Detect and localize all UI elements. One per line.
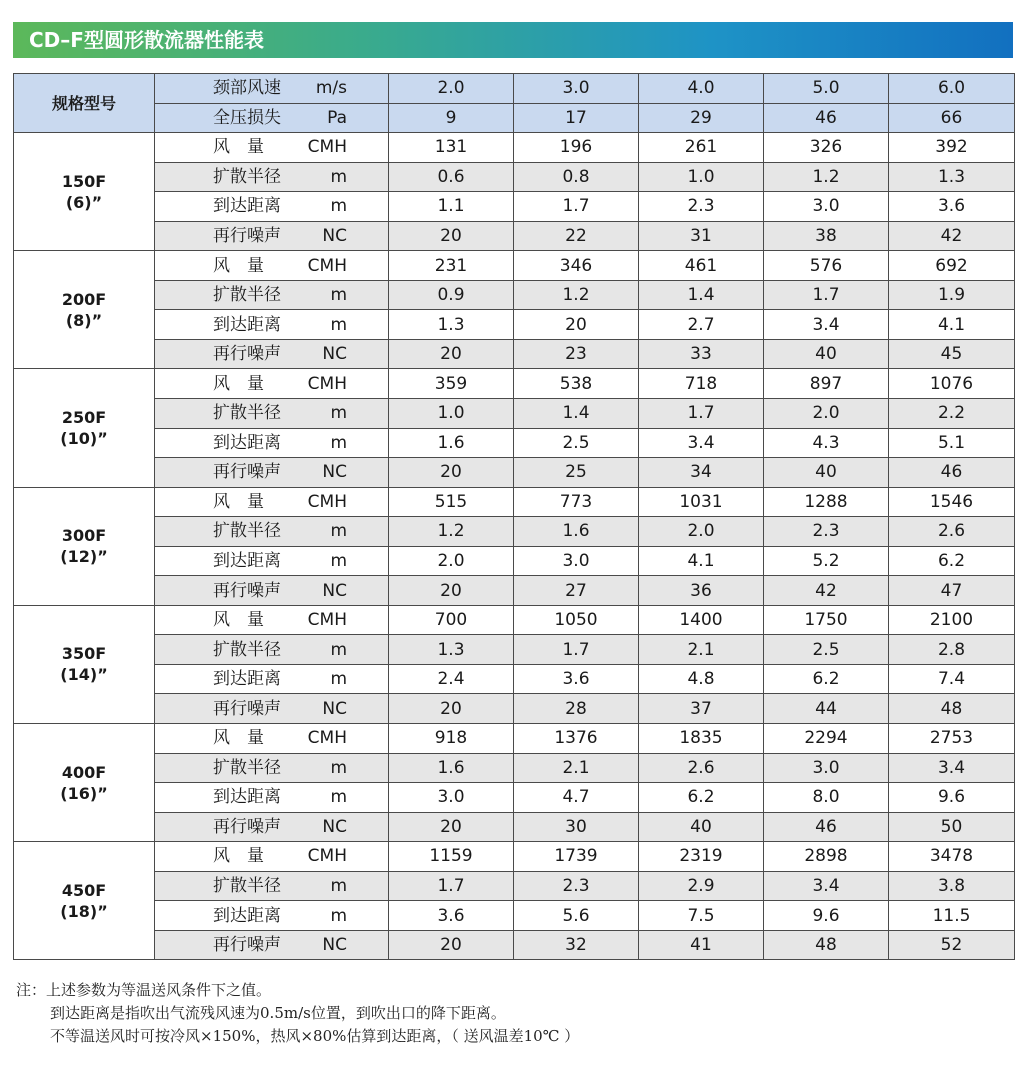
value-cell: 1.3 xyxy=(389,310,514,340)
param-name: 再行噪声 xyxy=(213,580,281,601)
value-cell: 40 xyxy=(764,339,889,369)
param-name: 扩散半径 xyxy=(213,876,281,897)
table-row xyxy=(14,694,1015,724)
value-cell: 6.0 xyxy=(889,74,1015,104)
value-cell: 2.8 xyxy=(889,635,1015,665)
param-name: 到达距离 xyxy=(213,905,281,926)
value-cell: 20 xyxy=(389,458,514,488)
value-cell: 1.6 xyxy=(389,753,514,783)
value-cell: 1159 xyxy=(389,842,514,872)
table-row xyxy=(14,369,1015,399)
model-name: 250F xyxy=(61,408,107,428)
value-cell: 3.0 xyxy=(764,192,889,222)
table-row xyxy=(14,664,1015,694)
param-cell xyxy=(155,310,389,340)
value-cell: 27 xyxy=(514,576,639,606)
note-line: 到达距离是指吹出气流残风速为0.5m/s位置，到吹出口的降下距离。 xyxy=(50,1004,506,1022)
value-cell: 2319 xyxy=(639,842,764,872)
param-name: 扩散半径 xyxy=(213,285,281,306)
value-cell: 2753 xyxy=(889,724,1015,754)
value-cell: 515 xyxy=(389,487,514,517)
value-cell: 576 xyxy=(764,251,889,281)
param-unit: m xyxy=(330,166,347,187)
value-cell: 20 xyxy=(389,221,514,251)
value-cell: 42 xyxy=(889,221,1015,251)
spec-cell xyxy=(14,605,155,723)
value-cell: 1400 xyxy=(639,605,764,635)
value-cell: 1.1 xyxy=(389,192,514,222)
value-cell: 4.0 xyxy=(639,74,764,104)
value-cell: 359 xyxy=(389,369,514,399)
value-cell: 773 xyxy=(514,487,639,517)
table-row xyxy=(14,251,1015,281)
spec-cell xyxy=(14,724,155,842)
param-unit: NC xyxy=(322,935,347,956)
value-cell: 3.0 xyxy=(514,74,639,104)
value-cell: 2.2 xyxy=(889,399,1015,429)
spec-cell xyxy=(14,251,155,369)
value-cell: 3.0 xyxy=(389,783,514,813)
value-cell: 1.3 xyxy=(889,162,1015,192)
param-unit: m xyxy=(330,196,347,217)
param-cell xyxy=(155,664,389,694)
value-cell: 1.7 xyxy=(514,192,639,222)
value-cell: 66 xyxy=(889,103,1015,133)
performance-table xyxy=(13,73,1015,960)
table-row xyxy=(14,576,1015,606)
param-cell xyxy=(155,133,389,163)
model-name: 450F xyxy=(61,880,107,900)
value-cell: 1288 xyxy=(764,487,889,517)
param-name: 风 量 xyxy=(213,846,264,867)
table-row xyxy=(14,162,1015,192)
param-cell xyxy=(155,487,389,517)
value-cell: 20 xyxy=(514,310,639,340)
note-line: 注：上述参数为等温送风条件下之值。 xyxy=(16,981,272,999)
param-name: 到达距离 xyxy=(213,551,281,572)
value-cell: 3.6 xyxy=(514,664,639,694)
value-cell: 2.1 xyxy=(514,753,639,783)
value-cell: 1739 xyxy=(514,842,639,872)
param-cell xyxy=(155,871,389,901)
value-cell: 2.3 xyxy=(764,517,889,547)
param-unit: m xyxy=(330,551,347,572)
value-cell: 392 xyxy=(889,133,1015,163)
value-cell: 1031 xyxy=(639,487,764,517)
value-cell: 28 xyxy=(514,694,639,724)
value-cell: 45 xyxy=(889,339,1015,369)
value-cell: 20 xyxy=(389,339,514,369)
value-cell: 44 xyxy=(764,694,889,724)
value-cell: 2.0 xyxy=(639,517,764,547)
param-unit: CMH xyxy=(307,610,347,631)
value-cell: 4.1 xyxy=(639,546,764,576)
value-cell: 29 xyxy=(639,103,764,133)
param-name: 风 量 xyxy=(213,610,264,631)
param-name: 扩散半径 xyxy=(213,639,281,660)
table-row xyxy=(14,724,1015,754)
value-cell: 2.5 xyxy=(514,428,639,458)
param-cell xyxy=(155,103,389,133)
value-cell: 5.0 xyxy=(764,74,889,104)
param-unit: m xyxy=(330,403,347,424)
note-line: 不等温送风时可按冷风×150%，热风×80%估算到达距离，（ 送风温差10℃ ） xyxy=(50,1027,580,1045)
value-cell: 9 xyxy=(389,103,514,133)
param-unit: m xyxy=(330,285,347,306)
spec-cell xyxy=(14,842,155,960)
param-cell xyxy=(155,251,389,281)
value-cell: 1546 xyxy=(889,487,1015,517)
param-cell xyxy=(155,812,389,842)
value-cell: 1.4 xyxy=(514,399,639,429)
value-cell: 6.2 xyxy=(639,783,764,813)
value-cell: 0.6 xyxy=(389,162,514,192)
value-cell: 52 xyxy=(889,930,1015,960)
header-row-pressure xyxy=(14,103,1015,133)
model-size: (18)” xyxy=(60,901,108,921)
value-cell: 20 xyxy=(389,812,514,842)
param-unit: m xyxy=(330,876,347,897)
value-cell: 20 xyxy=(389,576,514,606)
value-cell: 231 xyxy=(389,251,514,281)
param-unit: NC xyxy=(322,226,347,246)
value-cell: 346 xyxy=(514,251,639,281)
title-bar xyxy=(13,22,1013,58)
table-row xyxy=(14,280,1015,310)
value-cell: 5.1 xyxy=(889,428,1015,458)
header-row-velocity xyxy=(14,74,1015,104)
param-name: 再行噪声 xyxy=(213,698,281,719)
value-cell: 918 xyxy=(389,724,514,754)
param-cell xyxy=(155,783,389,813)
param-name: 到达距离 xyxy=(213,787,281,808)
value-cell: 17 xyxy=(514,103,639,133)
param-name: 再行噪声 xyxy=(213,226,281,246)
value-cell: 2.0 xyxy=(389,546,514,576)
value-cell: 0.8 xyxy=(514,162,639,192)
param-cell xyxy=(155,901,389,931)
value-cell: 3.6 xyxy=(389,901,514,931)
param-name: 到达距离 xyxy=(213,314,281,335)
param-cell xyxy=(155,339,389,369)
param-cell xyxy=(155,694,389,724)
model-name: 300F xyxy=(61,526,107,546)
value-cell: 3.4 xyxy=(764,871,889,901)
param-unit: m/s xyxy=(315,78,347,99)
table-row xyxy=(14,605,1015,635)
table-row xyxy=(14,428,1015,458)
value-cell: 1.7 xyxy=(514,635,639,665)
value-cell: 50 xyxy=(889,812,1015,842)
value-cell: 48 xyxy=(889,694,1015,724)
param-cell xyxy=(155,399,389,429)
model-name: 400F xyxy=(61,762,107,782)
param-unit: Pa xyxy=(327,107,347,128)
param-cell xyxy=(155,930,389,960)
value-cell: 897 xyxy=(764,369,889,399)
param-name: 到达距离 xyxy=(213,432,281,453)
param-unit: CMH xyxy=(307,137,347,158)
value-cell: 9.6 xyxy=(889,783,1015,813)
param-name: 扩散半径 xyxy=(213,403,281,424)
param-unit: m xyxy=(330,905,347,926)
param-unit: NC xyxy=(322,462,347,483)
param-name: 再行噪声 xyxy=(213,935,281,956)
value-cell: 692 xyxy=(889,251,1015,281)
param-name: 扩散半径 xyxy=(213,166,281,187)
value-cell: 8.0 xyxy=(764,783,889,813)
value-cell: 1.0 xyxy=(389,399,514,429)
value-cell: 47 xyxy=(889,576,1015,606)
value-cell: 2294 xyxy=(764,724,889,754)
value-cell: 196 xyxy=(514,133,639,163)
table-row xyxy=(14,339,1015,369)
value-cell: 1050 xyxy=(514,605,639,635)
param-cell xyxy=(155,369,389,399)
value-cell: 22 xyxy=(514,221,639,251)
value-cell: 38 xyxy=(764,221,889,251)
param-unit: m xyxy=(330,757,347,778)
value-cell: 3478 xyxy=(889,842,1015,872)
param-unit: NC xyxy=(322,816,347,837)
value-cell: 23 xyxy=(514,339,639,369)
table-row xyxy=(14,635,1015,665)
table-row xyxy=(14,753,1015,783)
value-cell: 9.6 xyxy=(764,901,889,931)
value-cell: 4.7 xyxy=(514,783,639,813)
param-unit: CMH xyxy=(307,373,347,394)
param-unit: NC xyxy=(322,344,347,365)
value-cell: 46 xyxy=(889,458,1015,488)
param-cell xyxy=(155,724,389,754)
param-unit: CMH xyxy=(307,728,347,749)
value-cell: 3.8 xyxy=(889,871,1015,901)
param-unit: m xyxy=(330,314,347,335)
table-row xyxy=(14,812,1015,842)
param-name: 风 量 xyxy=(213,728,264,749)
value-cell: 4.8 xyxy=(639,664,764,694)
model-name: 350F xyxy=(61,644,107,664)
model-size: (16)” xyxy=(60,783,108,803)
table-row xyxy=(14,221,1015,251)
value-cell: 46 xyxy=(764,812,889,842)
param-cell xyxy=(155,842,389,872)
value-cell: 5.6 xyxy=(514,901,639,931)
param-name: 扩散半径 xyxy=(213,757,281,778)
table-row xyxy=(14,487,1015,517)
value-cell: 3.0 xyxy=(764,753,889,783)
param-cell xyxy=(155,753,389,783)
param-unit: m xyxy=(330,521,347,542)
value-cell: 1.2 xyxy=(514,280,639,310)
param-name: 全压损失 xyxy=(213,107,281,128)
value-cell: 40 xyxy=(639,812,764,842)
param-cell xyxy=(155,576,389,606)
table-row xyxy=(14,458,1015,488)
param-unit: CMH xyxy=(307,846,347,867)
value-cell: 41 xyxy=(639,930,764,960)
value-cell: 2.0 xyxy=(389,74,514,104)
value-cell: 1.7 xyxy=(639,399,764,429)
value-cell: 1076 xyxy=(889,369,1015,399)
value-cell: 6.2 xyxy=(764,664,889,694)
param-name: 风 量 xyxy=(213,137,264,158)
param-cell xyxy=(155,221,389,251)
param-cell xyxy=(155,635,389,665)
value-cell: 2.5 xyxy=(764,635,889,665)
value-cell: 1.2 xyxy=(764,162,889,192)
value-cell: 11.5 xyxy=(889,901,1015,931)
table-row xyxy=(14,930,1015,960)
param-name: 颈部风速 xyxy=(213,78,281,99)
notes xyxy=(16,979,579,1048)
value-cell: 30 xyxy=(514,812,639,842)
model-name: 150F xyxy=(61,171,107,191)
param-name: 再行噪声 xyxy=(213,462,281,483)
value-cell: 3.4 xyxy=(639,428,764,458)
value-cell: 461 xyxy=(639,251,764,281)
value-cell: 1835 xyxy=(639,724,764,754)
value-cell: 37 xyxy=(639,694,764,724)
value-cell: 538 xyxy=(514,369,639,399)
param-unit: NC xyxy=(322,698,347,719)
value-cell: 31 xyxy=(639,221,764,251)
param-cell xyxy=(155,605,389,635)
param-unit: CMH xyxy=(307,491,347,512)
table-row xyxy=(14,901,1015,931)
param-cell xyxy=(155,192,389,222)
table-row xyxy=(14,783,1015,813)
value-cell: 6.2 xyxy=(889,546,1015,576)
value-cell: 34 xyxy=(639,458,764,488)
param-cell xyxy=(155,428,389,458)
value-cell: 2.3 xyxy=(514,871,639,901)
param-name: 扩散半径 xyxy=(213,521,281,542)
value-cell: 1.2 xyxy=(389,517,514,547)
value-cell: 700 xyxy=(389,605,514,635)
param-unit: NC xyxy=(322,580,347,601)
value-cell: 1376 xyxy=(514,724,639,754)
value-cell: 32 xyxy=(514,930,639,960)
page-title: CD–F型圆形散流器性能表 xyxy=(29,28,264,52)
value-cell: 718 xyxy=(639,369,764,399)
param-unit: m xyxy=(330,432,347,453)
value-cell: 2.6 xyxy=(639,753,764,783)
value-cell: 7.4 xyxy=(889,664,1015,694)
param-name: 风 量 xyxy=(213,491,264,512)
table-row xyxy=(14,399,1015,429)
value-cell: 1.9 xyxy=(889,280,1015,310)
value-cell: 1.4 xyxy=(639,280,764,310)
table-row xyxy=(14,871,1015,901)
value-cell: 1.3 xyxy=(389,635,514,665)
table-row xyxy=(14,842,1015,872)
value-cell: 3.6 xyxy=(889,192,1015,222)
param-name: 风 量 xyxy=(213,255,264,276)
value-cell: 0.9 xyxy=(389,280,514,310)
table-row xyxy=(14,310,1015,340)
param-cell xyxy=(155,546,389,576)
value-cell: 40 xyxy=(764,458,889,488)
value-cell: 33 xyxy=(639,339,764,369)
value-cell: 2.9 xyxy=(639,871,764,901)
param-cell xyxy=(155,74,389,104)
value-cell: 36 xyxy=(639,576,764,606)
value-cell: 1.0 xyxy=(639,162,764,192)
value-cell: 326 xyxy=(764,133,889,163)
param-cell xyxy=(155,162,389,192)
spec-cell xyxy=(14,369,155,487)
table-row xyxy=(14,546,1015,576)
value-cell: 1.6 xyxy=(514,517,639,547)
spec-header: 规格型号 xyxy=(14,74,155,133)
value-cell: 20 xyxy=(389,930,514,960)
value-cell: 48 xyxy=(764,930,889,960)
value-cell: 2.1 xyxy=(639,635,764,665)
value-cell: 2.6 xyxy=(889,517,1015,547)
value-cell: 2.0 xyxy=(764,399,889,429)
value-cell: 1.7 xyxy=(389,871,514,901)
value-cell: 3.4 xyxy=(764,310,889,340)
model-size: (6)” xyxy=(65,192,103,212)
value-cell: 4.1 xyxy=(889,310,1015,340)
model-size: (12)” xyxy=(60,547,108,567)
spec-cell xyxy=(14,487,155,605)
param-unit: CMH xyxy=(307,255,347,276)
value-cell: 1.7 xyxy=(764,280,889,310)
value-cell: 2.4 xyxy=(389,664,514,694)
value-cell: 2.7 xyxy=(639,310,764,340)
value-cell: 1750 xyxy=(764,605,889,635)
param-name: 再行噪声 xyxy=(213,344,281,365)
value-cell: 46 xyxy=(764,103,889,133)
value-cell: 7.5 xyxy=(639,901,764,931)
param-unit: m xyxy=(330,787,347,808)
value-cell: 20 xyxy=(389,694,514,724)
value-cell: 131 xyxy=(389,133,514,163)
param-cell xyxy=(155,280,389,310)
model-name: 200F xyxy=(61,289,107,309)
model-size: (8)” xyxy=(65,310,103,330)
param-name: 到达距离 xyxy=(213,196,281,217)
value-cell: 42 xyxy=(764,576,889,606)
param-unit: m xyxy=(330,669,347,690)
value-cell: 2898 xyxy=(764,842,889,872)
value-cell: 2100 xyxy=(889,605,1015,635)
value-cell: 3.4 xyxy=(889,753,1015,783)
spec-cell xyxy=(14,133,155,251)
value-cell: 25 xyxy=(514,458,639,488)
value-cell: 3.0 xyxy=(514,546,639,576)
param-cell xyxy=(155,458,389,488)
table-row xyxy=(14,133,1015,163)
table-row xyxy=(14,517,1015,547)
value-cell: 4.3 xyxy=(764,428,889,458)
param-name: 再行噪声 xyxy=(213,816,281,837)
param-name: 到达距离 xyxy=(213,669,281,690)
model-size: (14)” xyxy=(60,665,108,685)
param-name: 风 量 xyxy=(213,373,264,394)
value-cell: 1.6 xyxy=(389,428,514,458)
table-row xyxy=(14,192,1015,222)
value-cell: 261 xyxy=(639,133,764,163)
param-unit: m xyxy=(330,639,347,660)
value-cell: 2.3 xyxy=(639,192,764,222)
model-size: (10)” xyxy=(60,429,108,449)
param-cell xyxy=(155,517,389,547)
value-cell: 5.2 xyxy=(764,546,889,576)
